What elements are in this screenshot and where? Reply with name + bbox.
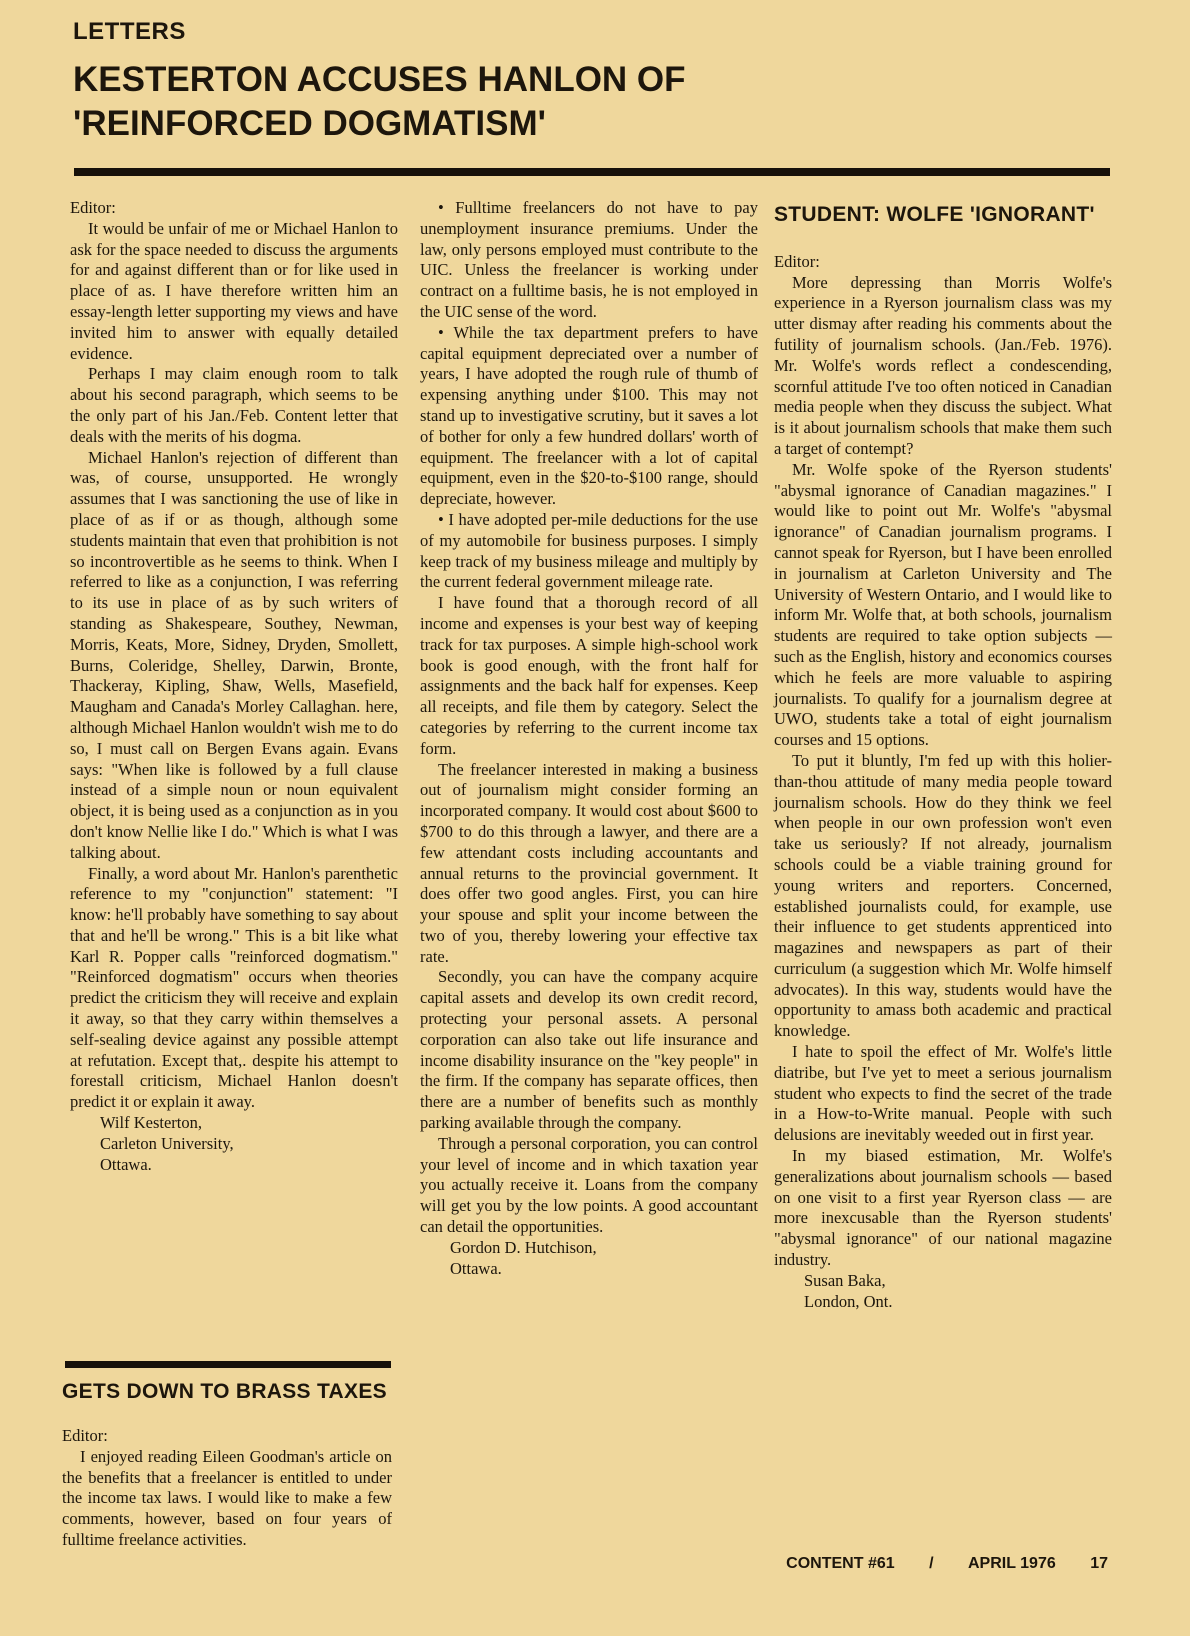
letter-hutchison-start: [62, 1426, 392, 1551]
paragraph: Finally, a word about Mr. Hanlon's parenthetic reference to my "conjunction" statement: "I know: he'll probably have something to say about that and he'll be wrong." This is a bit like what Karl R. Popper calls "reinforced dogmatism." "Reinforced dogmatism" occurs when theories predict the criticism they will receive and explain it away, so that they carry within themselves a self-sealing device against any possible attempt at refutation. Except that,. despite his attempt to forestall criticism, Michael Hanlon doesn't predict it or explain it away.: [70, 863, 398, 1112]
paragraph: More depressing than Morris Wolfe's experience in a Ryerson journalism class was my utter dismay after reading his comments about the futility of journalism schools. (Jan./Feb. 1976). Mr. Wolfe's words reflect a condescending, scornful attitude I've too often noticed in Canadian media people when they discuss the subject. What is it about journalism schools that make them such a target of contempt?: [774, 272, 1112, 458]
bullet-item: • While the tax department prefers to have capital equipment depreciated over a number of years, I have adopted the rough rule of thumb of expensing anything under $100. This may not stand up to investigative scrutiny, but it saves a lot of bother for only a few hundred dollars' worth of equipment. The freelancer with a lot of capital equipment, even in the $20-to-$100 range, should depreciate, however.: [420, 322, 758, 509]
bullet-item: • I have adopted per-mile deductions for the use of my automobile for business purposes. I simply keep track of my business mileage and multiply by the current federal government mileage rate.: [420, 509, 758, 592]
letter-hutchison-cont: [420, 198, 758, 1279]
letter-baka: [774, 205, 1112, 1312]
signature-name: Wilf Kesterton,: [100, 1113, 202, 1133]
signature-affiliation: Carleton University,: [100, 1133, 234, 1153]
bullet-item: • Fulltime freelancers do not have to pay unemployment insurance premiums. Under the law, only persons employed must contribute to the UIC. Unless the freelancer is working under contract on a fulltime basis, he is not employed in the UIC sense of the word.: [420, 198, 758, 321]
footer-separator: /: [929, 1555, 934, 1572]
paragraph: I enjoyed reading Eileen Goodman's article on the benefits that a freelancer is entitled to under the income tax laws. I would like to make a few comments, however, based on four years of fulltime freelance activities.: [62, 1446, 392, 1549]
headline-rule: [74, 168, 1110, 176]
issue-label: CONTENT #61: [786, 1555, 895, 1572]
paragraph: In my biased estimation, Mr. Wolfe's generalizations about journalism schools — based on one visit to a first year Ryerson class — are more inexcusable than the Ryerson students' "abysmal ignorance" of our national magazine industry.: [774, 1146, 1112, 1270]
section-rule: [65, 1361, 391, 1368]
letter-heading: GETS DOWN TO BRASS TAXES: [62, 1380, 387, 1403]
signature-name: Susan Baka,: [804, 1270, 886, 1290]
paragraph: To put it bluntly, I'm fed up with this holier-than-thou attitude of many media people toward journalism schools. How do they think we feel when people in our own profession won't even take us seriously? If not already, journalism schools could be a viable training ground for young writers and reporters. Concerned, established journalists could, for example, use their influence to get students apprenticed into magazines and newspapers as part of their curriculum (a suggestion which Mr. Wolfe himself advocates). In this way, students would have the opportunity to amass both academic and practical knowledge.: [774, 750, 1112, 1041]
paragraph: Mr. Wolfe spoke of the Ryerson students' "abysmal ignorance of Canadian magazines." I would like to point out Mr. Wolfe's "abysmal ignorance" of Canadian journalism programs. I cannot speak for Ryerson, but I have been enrolled in journalism at Carleton University and The University of Western Ontario, and I would like to inform Mr. Wolfe that, at both schools, journalism students are required to take option subjects — such as the English, history and economics courses which he feels are more valuable to aspiring journalists. To qualify for a journalism degree at UWO, students take a total of eight journalism courses and 15 options.: [774, 459, 1112, 750]
signature-city: London, Ont.: [804, 1291, 893, 1311]
letter-heading: STUDENT: WOLFE 'IGNORANT': [774, 203, 1095, 226]
page-footer: [756, 1555, 1108, 1573]
paragraph: Through a personal corporation, you can control your level of income and in which taxation year you actually receive it. Loans from the company will get you by the low points. A good accountant can detail the opportunities.: [420, 1133, 758, 1237]
salutation: Editor:: [70, 198, 116, 217]
salutation: Editor:: [62, 1426, 108, 1445]
paragraph: Secondly, you can have the company acquire capital assets and develop its own credit record, protecting your personal assets. A personal corporation can also take out life insurance and income disability insurance on the "key people" in the firm. If the company has separate offices, then there are a number of benefits such as monthly parking available through the company.: [420, 967, 758, 1133]
section-label: LETTERS: [73, 18, 186, 45]
paragraph: The freelancer interested in making a business out of journalism might consider forming an incorporated company. It would cost about $600 to $700 to do this through a lawyer, and there are a few attendant costs including accountants and annual returns to the provincial government. It does offer two good angles. First, you can hire your spouse and split your income between the two of you, thereby lowering your effective tax rate.: [420, 759, 758, 966]
salutation: Editor:: [774, 251, 820, 271]
paragraph: I hate to spoil the effect of Mr. Wolfe's little diatribe, but I've yet to meet a serious journalism student who expects to find the secret of the trade in a How-to-Write manual. People with such delusions are inevitably weeded out in first year.: [774, 1042, 1112, 1145]
signature-city: Ottawa.: [100, 1154, 152, 1174]
paragraph: Michael Hanlon's rejection of different than was, of course, unsupported. He wrongly assumes that I was sanctioning the use of like in place of as if or as though, although some students maintain that even that prohibition is not so incontrovertible as he seems to think. When I referred to like as a conjunction, I was referring to its use in place of as by such writers of standing as Shakespeare, Southey, Newman, Morris, Keats, More, Sidney, Dryden, Smollett, Burns, Coleridge, Shelley, Darwin, Bronte, Thackeray, Kipling, Shaw, Wells, Masefield, Maugham and Canada's Morley Callaghan. here, although Michael Hanlon wouldn't wish me to do so, I must call on Bergen Evans again. Evans says: "When like is followed by a full clause instead of a simple noun or noun equivalent object, it is being used as a conjunction as in you don't know Nellie like I do." Which is what I was talking about.: [70, 447, 398, 862]
headline: KESTERTON ACCUSES HANLON OF 'REINFORCED DOGMATISM': [73, 60, 686, 143]
paragraph: I have found that a thorough record of all income and expenses is your best way of keeping track for tax purposes. A simple high-school work book is good enough, with the front half for assignments and the back half for expenses. Keep all receipts, and file them by category. Select the categories by referring to the current income tax form.: [420, 593, 758, 758]
paragraph: Perhaps I may claim enough room to talk about his second paragraph, which seems to be the only part of his Jan./Feb. Content letter that deals with the merits of his dogma.: [70, 364, 398, 446]
issue-date: APRIL 1976: [968, 1555, 1056, 1572]
letter-kesterton: [70, 198, 398, 1175]
signature-name: Gordon D. Hutchison,: [450, 1237, 597, 1257]
page-number: 17: [1090, 1555, 1108, 1572]
signature-city: Ottawa.: [450, 1258, 502, 1278]
paragraph: It would be unfair of me or Michael Hanlon to ask for the space needed to discuss the arguments for and against different than or for like used in place of as. I have therefore written him an essay-length letter supporting my views and have invited him to answer with equally detailed evidence.: [70, 218, 398, 363]
